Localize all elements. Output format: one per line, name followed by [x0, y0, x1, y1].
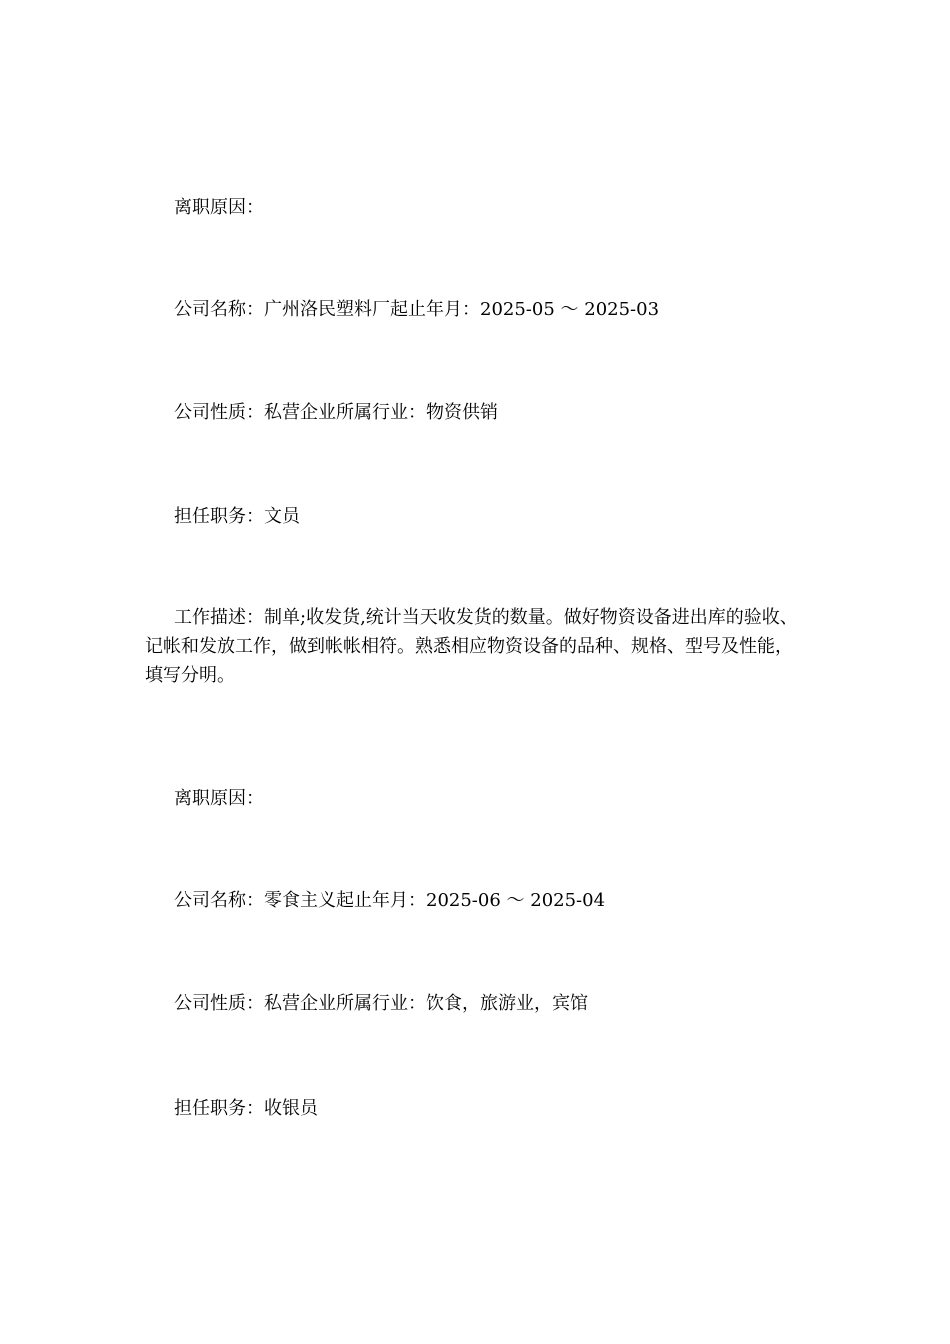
company-type-industry-2: 公司性质：私营企业所属行业：饮食，旅游业，宾馆: [174, 993, 588, 1014]
position-1: 担任职务：文员: [174, 506, 300, 527]
position-2: 担任职务：收银员: [174, 1098, 318, 1119]
leave-reason-2: 离职原因：: [174, 788, 264, 809]
company-name-period-1: 公司名称：广州洛民塑料厂起止年月：2025-05 ～ 2025-03: [174, 299, 660, 320]
company-name-period-2: 公司名称：零食主义起止年月：2025-06 ～ 2025-04: [174, 890, 606, 911]
leave-reason-1: 离职原因：: [174, 197, 264, 218]
company-type-industry-1: 公司性质：私营企业所属行业：物资供销: [174, 402, 498, 423]
job-description-1: 工作描述：制单;收发货,统计当天收发货的数量。做好物资设备进出库的验收、记帐和发放工作，做到帐帐相符。熟悉相应物资设备的品种、规格、型号及性能，填写分明。: [145, 607, 798, 686]
